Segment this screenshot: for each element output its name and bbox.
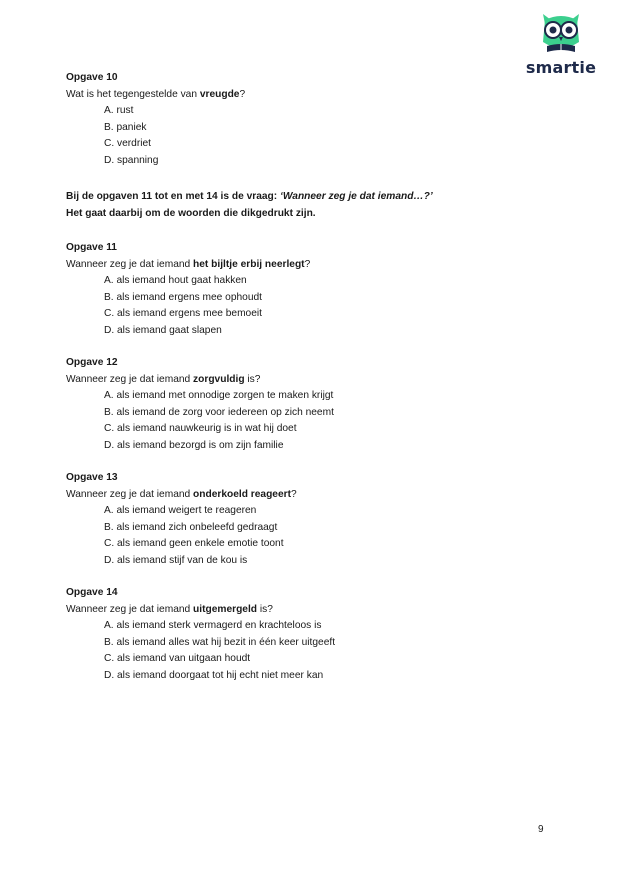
answer-option: D. als iemand bezorgd is om zijn familie [104,439,284,451]
answer-option: A. als iemand weigert te reageren [104,505,257,516]
question-text: Wanneer zeg je dat iemand [66,603,194,615]
exercise-title: Opgave 12 [66,357,118,368]
answer-option: A. als iemand hout gaat hakken [104,275,247,286]
exercise-12 [66,355,546,454]
answer-option: D. als iemand gaat slapen [104,324,222,336]
answer-options [104,503,546,569]
answer-option: D. spanning [104,154,159,166]
question-text-end: is? [257,603,273,615]
question-keyword: uitgemergeld [193,603,258,615]
answer-option: A. als iemand sterk vermagerd en krachteloos is [104,620,322,631]
question-text: Wat is het tegengestelde van [66,88,200,100]
answer-options [104,388,546,454]
question-text-end: ? [239,88,246,100]
question-text-end: ? [304,258,311,270]
answer-option: B. als iemand ergens mee ophoudt [104,291,263,303]
question-keyword: het bijltje erbij neerlegt [193,258,305,270]
answer-option: C. als iemand geen enkele emotie toont [104,538,284,549]
intro-question: ‘Wanneer zeg je dat iemand…?’ [280,191,433,202]
exercise-14 [66,585,546,684]
answer-options [104,103,546,169]
question-text: Wanneer zeg je dat iemand [66,258,194,270]
exercise-question [66,487,546,504]
logo-wordmark: smartie [525,58,597,77]
question-keyword: onderkoeld reageert [193,488,291,500]
answer-option: D. als iemand doorgaat tot hij echt niet meer kan [104,669,324,681]
exercise-question [66,602,546,619]
exercise-title: Opgave 14 [66,587,118,598]
answer-option: A. als iemand met onnodige zorgen te maken krijgt [104,390,334,401]
exercise-title: Opgave 10 [66,72,118,83]
worksheet-content [66,70,546,684]
exercise-question [66,87,546,104]
owl-icon [539,8,583,58]
exercise-10 [66,70,546,169]
question-text: Wanneer zeg je dat iemand [66,373,194,385]
answer-option: B. als iemand zich onbeleefd gedraagt [104,521,278,533]
exercise-question [66,372,546,389]
question-text-end: ? [291,488,297,500]
answer-option: D. als iemand stijf van de kou is [104,554,248,566]
question-text-end: is? [244,373,261,385]
exercise-question [66,257,546,274]
answer-option: A. rust [104,105,134,116]
exercise-11 [66,240,546,339]
answer-options [104,618,546,684]
smartie-logo [525,8,597,78]
question-text: Wanneer zeg je dat iemand [66,488,194,500]
answer-option: B. als iemand de zorg voor iedereen op zich neemt [104,406,334,418]
exercise-title: Opgave 11 [66,242,117,253]
exercise-13 [66,470,546,569]
answer-option: C. als iemand ergens mee bemoeit [104,308,262,319]
intro-line-2: Het gaat daarbij om de woorden die dikgedrukt zijn. [66,208,316,219]
exercise-title: Opgave 13 [66,472,118,483]
question-keyword: vreugde [199,88,240,100]
answer-options [104,273,546,339]
instruction-intro [66,188,546,222]
answer-option: C. als iemand van uitgaan houdt [104,653,251,664]
answer-option: C. als iemand nauwkeurig is in wat hij doet [104,423,297,434]
page-number: 9 [538,824,544,835]
answer-option: B. als iemand alles wat hij bezit in één keer uitgeeft [104,636,336,648]
question-keyword: zorgvuldig [193,373,245,385]
answer-option: C. verdriet [104,138,151,149]
answer-option: B. paniek [104,121,147,133]
intro-line-1 [66,188,546,205]
intro-text: Bij de opgaven 11 tot en met 14 is de vraag: [66,191,281,202]
